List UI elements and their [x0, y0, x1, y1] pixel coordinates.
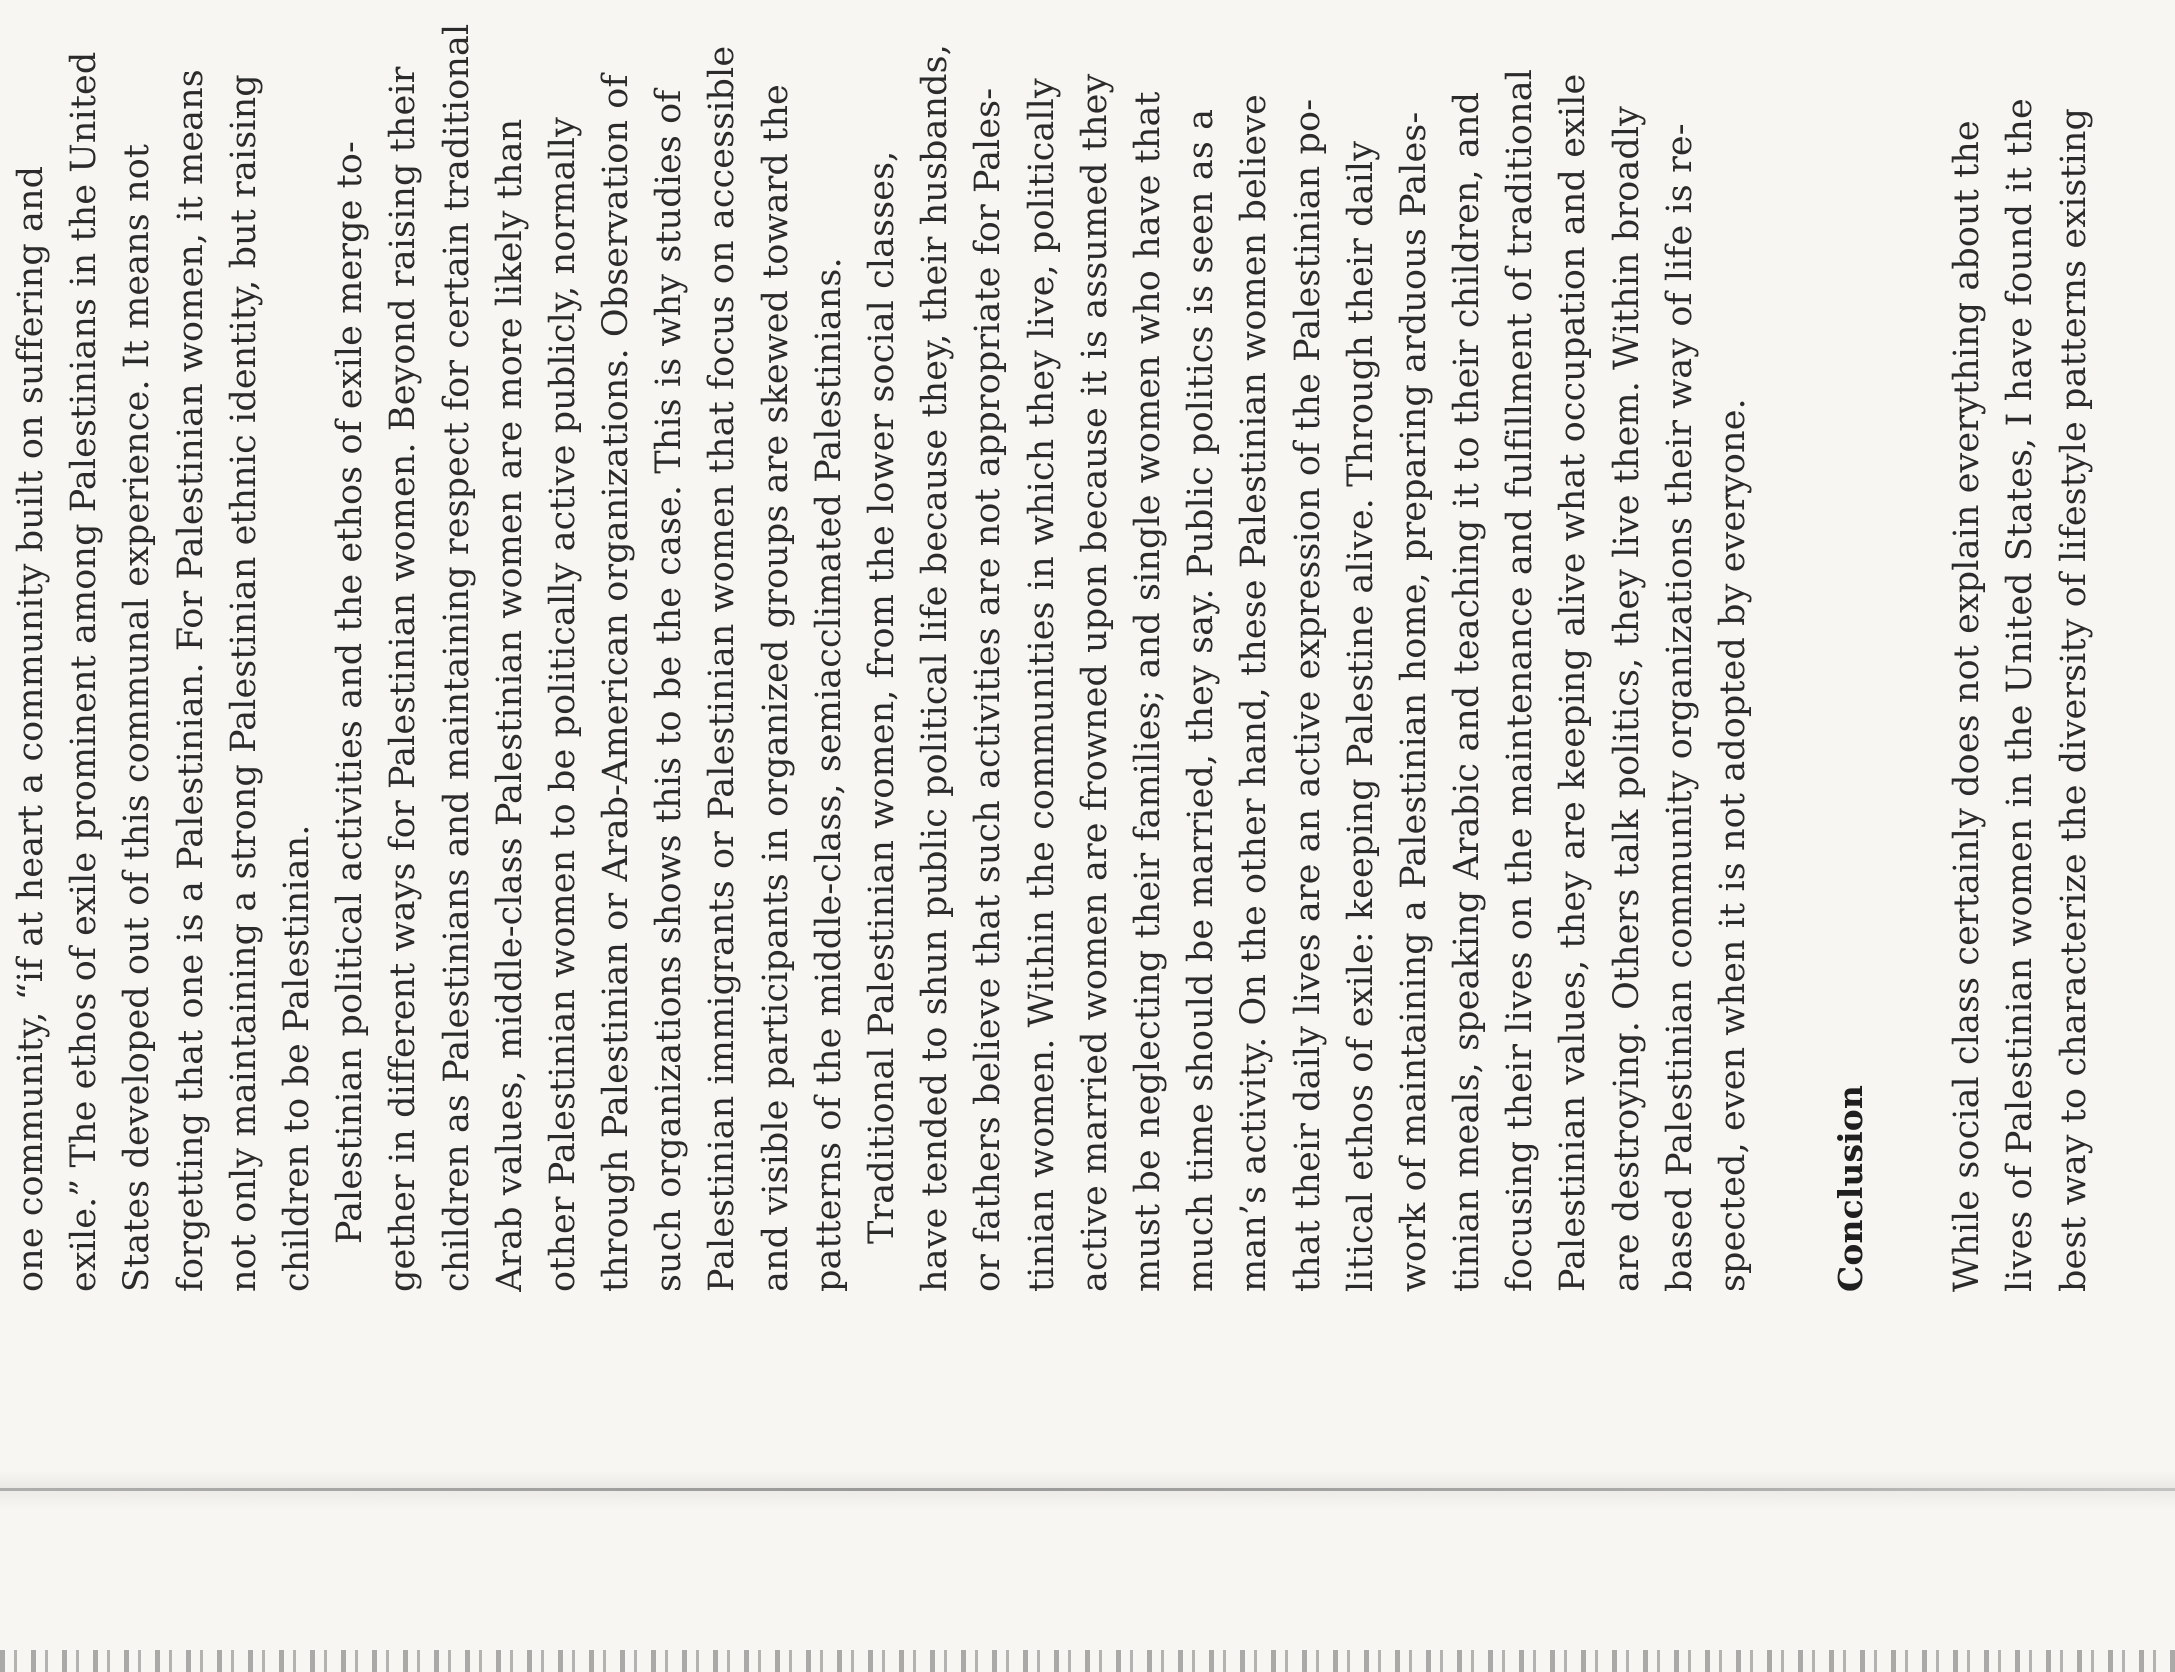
text-line: forgetting that one is a Palestinian. For Palestinian women, it means	[170, 69, 211, 1292]
text-line: are destroying. Others talk politics, they live them. Within broadly	[1606, 105, 1647, 1292]
text-line: man’s activity. On the other hand, these Palestinian women believe	[1234, 94, 1275, 1292]
paragraph-traditional-women	[856, 0, 1760, 1292]
text-line: lives of Palestinian women in the United States, I have found it the	[2000, 98, 2041, 1292]
text-line: not only maintaining a strong Palestinian ethnic identity, but raising	[223, 74, 264, 1292]
paragraph-ethos-of-exile	[5, 0, 324, 1292]
paragraph-political-activities	[324, 0, 856, 1292]
text-line: and visible participants in organized groups are skewed toward the	[755, 84, 796, 1292]
paragraph-conclusion	[1941, 0, 2101, 1292]
text-line: Palestinian immigrants or Palestinian women that focus on accessible	[702, 45, 743, 1292]
opposite-page-text-edge	[0, 1650, 2175, 1672]
text-line: spected, even when it is not adopted by everyone.	[1713, 398, 1753, 1292]
text-line: States developed out of this communal experience. It means not	[117, 143, 158, 1292]
text-line: that their daily lives are an active expression of the Palestinian po-	[1287, 98, 1328, 1292]
book-gutter-line	[0, 1488, 2175, 1491]
text-line: While social class certainly does not explain everything about the	[1947, 120, 1988, 1292]
text-line: exile.” The ethos of exile prominent among Palestinians in the United	[64, 51, 105, 1292]
text-line: one community, “if at heart a community built on suffering and	[11, 165, 51, 1292]
text-line: such organizations shows this to be the case. This is why studies of	[649, 89, 690, 1292]
text-line: based Palestinian community organizations their way of life is re-	[1659, 123, 1700, 1292]
text-line: Palestinian political activities and the ethos of exile merge to-	[330, 141, 371, 1244]
text-line: through Palestinian or Arab-American organizations. Observation of	[596, 74, 637, 1292]
text-line: have tended to shun public political life because they, their husbands,	[915, 44, 956, 1292]
text-line: tinian meals, speaking Arabic and teaching it to their children, and	[1447, 91, 1488, 1292]
text-line: much time should be married, they say. Public politics is seen as a	[1181, 108, 1222, 1292]
text-line: or fathers believe that such activities are not appropriate for Pales-	[968, 87, 1009, 1292]
text-line: patterns of the middle-class, semiacclimated Palestinians.	[808, 257, 849, 1292]
text-line: Arab values, middle-class Palestinian women are more likely than	[489, 118, 530, 1292]
text-line: best way to characterize the diversity of lifestyle patterns existing	[2053, 107, 2094, 1292]
text-line: Palestinian values, they are keeping alive what occupation and exile	[1553, 73, 1594, 1292]
text-line: must be neglecting their families; and single women who have that	[1127, 91, 1168, 1292]
text-line: litical ethos of exile: keeping Palestine alive. Through their daily	[1340, 140, 1381, 1292]
text-line: work of maintaining a Palestinian home, preparing arduous Pales-	[1393, 111, 1434, 1292]
section-heading: Conclusion	[1831, 1084, 1871, 1292]
text-line: children to be Palestinian.	[276, 824, 317, 1292]
text-line: Traditional Palestinian women, from the lower social classes,	[862, 150, 902, 1244]
text-line: other Palestinian women to be politically active publicly, normally	[542, 117, 583, 1292]
text-line: children as Palestinians and maintaining respect for certain traditional	[436, 23, 477, 1292]
text-line: focusing their lives on the maintenance and fulfillment of traditional	[1500, 68, 1541, 1292]
text-line: active married women are frowned upon because it is assumed they	[1074, 73, 1115, 1292]
text-line: gether in different ways for Palestinian women. Beyond raising their	[383, 66, 424, 1292]
rotated-text-column	[5, 0, 2101, 1292]
section-spacing	[1760, 0, 1824, 1292]
text-line: tinian women. Within the communities in which they live, politically	[1021, 78, 1062, 1292]
section-spacing	[1877, 0, 1941, 1292]
